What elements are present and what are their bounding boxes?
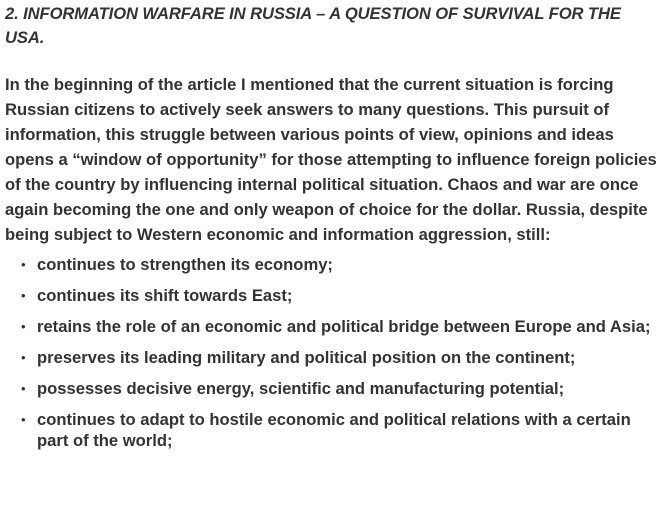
list-item-text: preserves its leading military and political position on the continent; — [37, 348, 576, 367]
list-item-text: continues its shift towards East; — [37, 286, 293, 305]
list-item-text: continues to strengthen its economy; — [37, 255, 333, 274]
list-item-text: possesses decisive energy, scientific and manufacturing potential; — [37, 379, 565, 398]
bullet-icon: • — [21, 412, 26, 427]
bullet-icon: • — [21, 350, 26, 365]
list-item — [5, 316, 659, 337]
list-item — [5, 285, 659, 306]
bullet-icon: • — [21, 257, 26, 272]
bullet-list — [5, 254, 659, 451]
intro-paragraph: In the beginning of the article I mentioned that the current situation is forcing Russian citizens to actively seek answers to many questions. This pursuit of information, this struggle between various points of view, opinions and ideas opens a “window of opportunity” for those attempting to influence foreign policies of the country by influencing internal political situation. Chaos and war are once again becoming the one and only weapon of choice for the dollar. Russia, despite being subject to Western economic and information aggression, still: — [5, 75, 657, 244]
bullet-icon: • — [21, 319, 26, 334]
list-item — [5, 347, 659, 368]
list-item — [5, 254, 659, 275]
section-heading: 2. INFORMATION WARFARE IN RUSSIA – A QUESTION OF SURVIVAL FOR THE USA. — [5, 4, 621, 47]
bullet-icon: • — [21, 381, 26, 396]
list-item-text: continues to adapt to hostile economic and political relations with a certain part of the world; — [37, 410, 631, 450]
list-item-text: retains the role of an economic and political bridge between Europe and Asia; — [37, 317, 651, 336]
bullet-icon: • — [21, 288, 26, 303]
list-item — [5, 409, 659, 451]
list-item — [5, 378, 659, 399]
